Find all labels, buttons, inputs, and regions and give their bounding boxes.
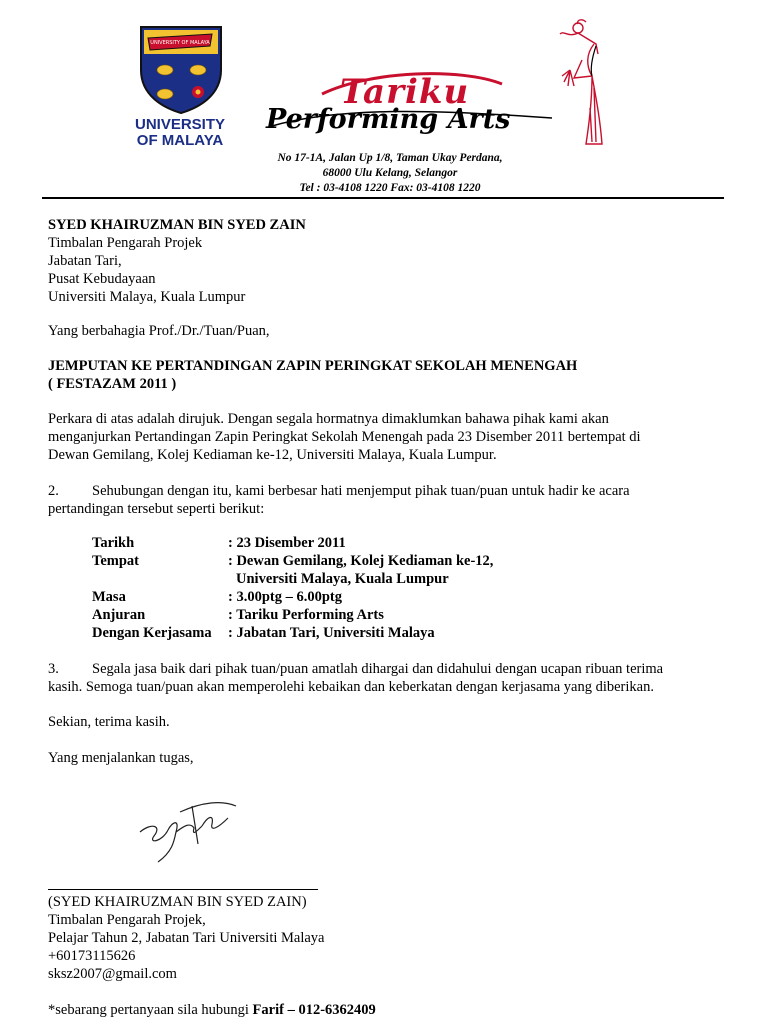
svg-text:UNIVERSITY OF MALAYA: UNIVERSITY OF MALAYA (150, 40, 210, 46)
para3-number: 3. (48, 661, 59, 677)
address-line3: Tel : 03-4108 1220 Fax: 03-4108 1220 (299, 182, 481, 194)
detail-value-venue-cont: Universiti Malaya, Kuala Lumpur (236, 571, 449, 587)
brand-name-performing-arts: Performing Arts (266, 104, 511, 135)
detail-label-time: Masa (92, 589, 126, 605)
university-name-line1: UNIVERSITY (134, 116, 225, 133)
signatory-name: (SYED KHAIRUZMAN BIN SYED ZAIN) (48, 894, 307, 910)
signature-line (48, 889, 318, 890)
dancer-illustration (556, 18, 636, 148)
para2-line2: pertandingan tersebut seperti berikut: (48, 501, 265, 517)
signoff: Yang menjalankan tugas, (48, 750, 194, 766)
salutation: Yang berbahagia Prof./Dr./Tuan/Puan, (48, 323, 270, 339)
brand-name-tariku: Tariku (340, 72, 470, 112)
detail-label-date: Tarikh (92, 535, 135, 551)
detail-value-organizer: : Tariku Performing Arts (228, 607, 384, 623)
detail-value-date: : 23 Disember 2011 (228, 535, 346, 551)
para1-line1: Perkara di atas adalah dirujuk. Dengan segala hormatnya dimaklumkan bahawa pihak kami akan (48, 411, 609, 427)
subject-line1: JEMPUTAN KE PERTANDINGAN ZAPIN PERINGKAT SEKOLAH MENENGAH (48, 358, 578, 374)
para2-line1: Sehubungan dengan itu, kami berbesar hati menjemput pihak tuan/puan untuk hadir ke acara (92, 483, 630, 499)
para2-number: 2. (48, 483, 59, 499)
letterhead-divider (42, 197, 724, 199)
handwritten-signature (132, 792, 242, 864)
para1-line3: Dewan Gemilang, Kolej Kediaman ke-12, Universiti Malaya, Kuala Lumpur. (48, 447, 497, 463)
university-crest-icon (138, 24, 224, 114)
detail-value-time: : 3.00ptg – 6.00ptg (228, 589, 342, 605)
dancer-icon (556, 18, 636, 148)
university-name-line2: OF MALAYA (136, 132, 224, 149)
subject-line2: ( FESTAZAM 2011 ) (48, 376, 177, 392)
detail-value-venue: : Dewan Gemilang, Kolej Kediaman ke-12, (228, 553, 494, 569)
recipient-line4: Universiti Malaya, Kuala Lumpur (48, 289, 246, 305)
signature-icon (132, 792, 242, 864)
signatory-affiliation: Pelajar Tahun 2, Jabatan Tari Universiti Malaya (48, 930, 325, 946)
closing: Sekian, terima kasih. (48, 714, 170, 730)
tariku-logo (262, 66, 562, 150)
detail-value-collaboration: : Jabatan Tari, Universiti Malaya (228, 625, 435, 641)
signatory-title: Timbalan Pengarah Projek, (48, 912, 206, 928)
detail-label-venue: Tempat (92, 553, 139, 569)
university-logo (126, 24, 234, 154)
recipient-line2: Jabatan Tari, (48, 253, 122, 269)
footer-note (48, 1001, 376, 1019)
signatory-email: sksz2007@gmail.com (48, 966, 177, 982)
address-line2: 68000 Ulu Kelang, Selangor (322, 167, 458, 179)
recipient-line3: Pusat Kebudayaan (48, 271, 156, 287)
recipient-name: SYED KHAIRUZMAN BIN SYED ZAIN (48, 217, 306, 233)
footer-contact: Farif – 012-6362409 (252, 1002, 376, 1018)
para3-line2: kasih. Semoga tuan/puan akan memperolehi kebaikan dan keberkatan dengan kerjasama yang diberikan. (48, 679, 654, 695)
detail-label-collaboration: Dengan Kerjasama (92, 625, 212, 641)
signatory-phone: +60173115626 (48, 948, 136, 964)
footer-prefix: *sebarang pertanyaan sila hubungi (48, 1002, 253, 1018)
detail-label-organizer: Anjuran (92, 607, 146, 623)
para1-line2: menganjurkan Pertandingan Zapin Peringkat Sekolah Menengah pada 23 Disember 2011 bertempat di (48, 429, 641, 445)
address-line1: No 17-1A, Jalan Up 1/8, Taman Ukay Perdana, (277, 152, 503, 164)
para3-line1: Segala jasa baik dari pihak tuan/puan amatlah dihargai dan didahului dengan ucapan ribuan terima (92, 661, 664, 677)
recipient-line1: Timbalan Pengarah Projek (48, 235, 203, 251)
